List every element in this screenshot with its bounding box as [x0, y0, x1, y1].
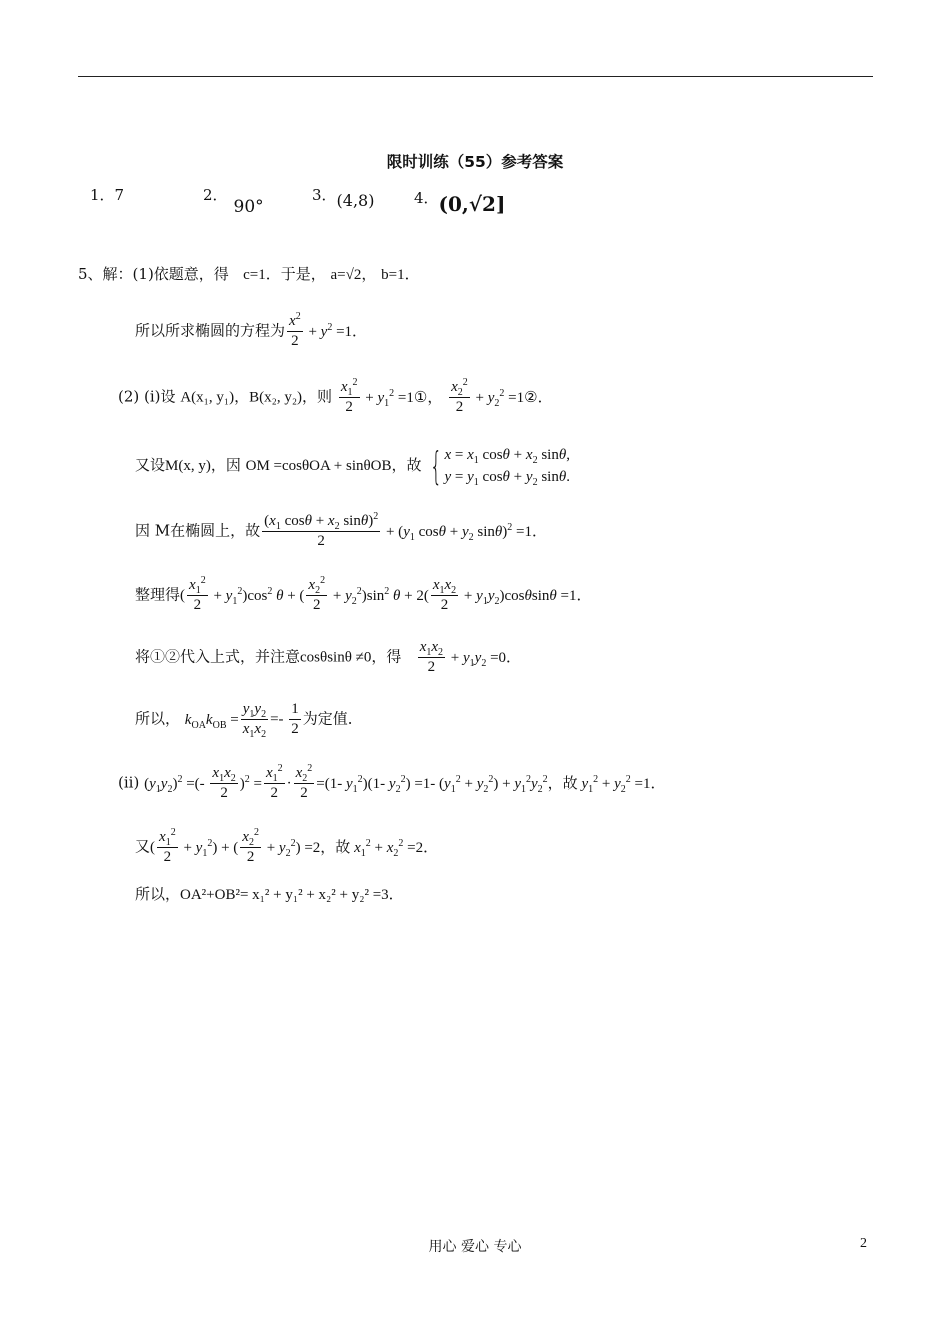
solution-line-8: 所以， $k_{OA}k_{OB}$ = $\frac{y_1y_2}{x_1x_2}$ =- $\frac{1}{2}$ 为定值．	[135, 701, 363, 740]
solution-line-4: 又设M(x, y)，因 OM =cosθOA + sinθOB，故 { $x = x_1$ $\cos\theta + x_2$ sinθ, $y = y_1$ $\cos\theta + y_2$ sinθ.	[135, 444, 570, 488]
footer-slogan: 用心 爱心 专心	[428, 1239, 522, 1255]
solution-line-3: (2) (i)设 A(x₁, y₁)，B(x₂, y₂)，则 $\frac{x_1^2}{2}$ + $y_1^2$ =1①， $\frac{x_2^2}{2}$ + $y_2^2$ =1②．	[118, 377, 553, 415]
answer-1: 1．7	[90, 186, 125, 204]
solution-line-5: 因 M在椭圆上，故 $\frac{(x_1 \cos\theta + x_2 \sin\theta)^2}{2}$ + ($y_1$ $\cos\theta + y_2$ sinθ)$^2$ =1．	[135, 511, 547, 549]
header-rule	[78, 76, 873, 77]
solution-line-2: 所以所求椭圆的方程为 $\frac{x^2}{2}$ + $y^2 =1$．	[135, 311, 368, 349]
solution-line-10: 又( $\frac{x_1^2}{2}$ + $y_1^2$) + ( $\frac{x_2^2}{2}$ + $y_2^2) =2$，故 $x_1^2 + x_2^2 =2$．	[135, 827, 439, 865]
answer-2: 2．90°	[203, 186, 264, 217]
solution-line-1: 5、解：(1)依题意，得 c=1．于是， a=√2， b=1．	[78, 265, 420, 283]
solution-line-7: 将①②代入上式，并注意cosθsinθ ≠0，得 $\frac{x_1x_2}{2}$ + $y_1y_2 =0$．	[135, 639, 522, 675]
answer-4: 4．(0,√2]	[414, 189, 506, 216]
solution-line-6: 整理得( $\frac{x_1^2}{2}$ + $y_1^2)\cos^2$ θ + ( $\frac{x_2^2}{2}$ + $y_2^2)\sin^2$ θ + 2( $\frac{x_1x_2}{2}$ + $y_1y_2)\cos\theta\sin\theta =1$．	[135, 575, 592, 613]
answer-3: 3．(4,8)	[312, 186, 375, 210]
solution-line-9: (ii) $(y_1y_2)^2$ =(- $\frac{x_1x_2}{2}$ )$^2$ = $\frac{x_1^2}{2}$ · $\frac{x_2^2}{2}$ =(1- $y_1^2)(1-$ $y_2^2) =1-$ $(y_1^2 + y_2^2) + y_1^2y_2^2$，故 $y_1^2 + y_2^2 =1$．	[118, 763, 666, 801]
solution-line-11: 所以，OA²+OB²= x₁² + y₁² + x₂² + y₂² =3．	[135, 885, 404, 903]
page-title: 限时训练（55）参考答案	[386, 153, 564, 171]
page-number: 2	[860, 1236, 867, 1251]
